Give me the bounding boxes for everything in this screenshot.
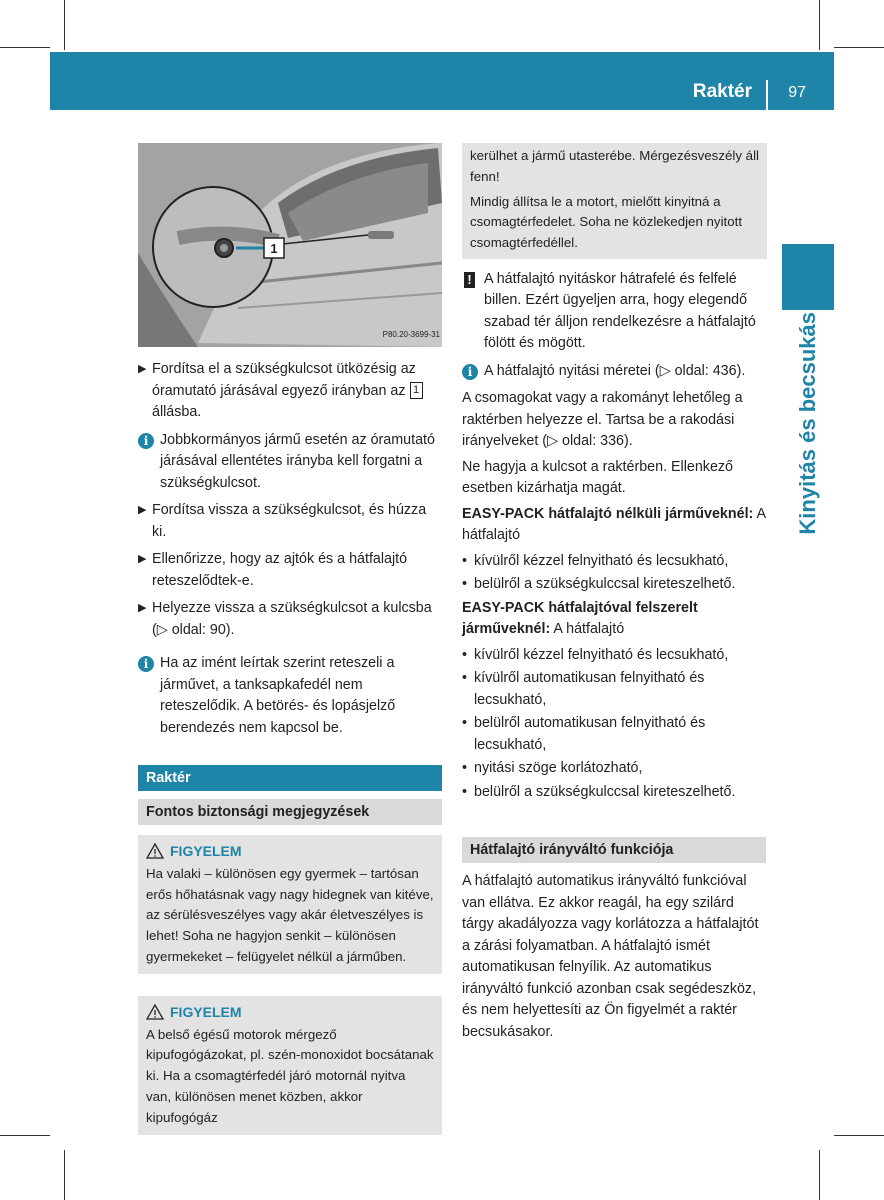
step-arrow-icon: ▶ bbox=[138, 553, 147, 565]
list-item: • belülről automatikusan felnyitható és lecsukható, bbox=[462, 713, 767, 756]
list-item: • kívülről automatikusan felnyitható és lecsukható, bbox=[462, 668, 767, 711]
crop-mark bbox=[834, 47, 884, 48]
info-note: i A hátfalajtó nyitási méretei (▷ oldal: 436). bbox=[462, 361, 767, 383]
right-column bbox=[462, 143, 767, 1047]
caution-note: ! A hátfalajtó nyitáskor hátrafelé és felfelé billen. Ezért ügyeljen arra, hogy elegendő szabad tér álljon rendelkezésre a hátfalajtó fölött és mögött. bbox=[462, 269, 767, 355]
list-item: • belülről a szükségkulccsal kireteszelhető. bbox=[462, 574, 767, 596]
info-icon: i bbox=[462, 364, 478, 380]
list-item: • belülről a szükségkulccsal kireteszelhető. bbox=[462, 782, 767, 804]
crop-mark bbox=[64, 1150, 65, 1200]
info-note: i Jobbkormányos jármű esetén az óramutató járásával ellentétes irányba kell forgatni a szükségkulcsot. bbox=[138, 430, 442, 495]
warning-triangle-icon bbox=[146, 843, 164, 859]
paragraph: A hátfalajtó automatikus irányváltó funkcióval van ellátva. Ez akkor reagál, ha egy szilárd tárgy akadályozza vagy korlátozza a hátfalajtót a zárási folyamatban. A hátfalajtó ismét automatikusan felnyílik. Az automatikus irányváltó funkció azonban csak segédeszköz, és nem helyettesíti az Ön figyelmét a raktér becsukásakor. bbox=[462, 873, 759, 1040]
warning-triangle-icon bbox=[146, 1004, 164, 1020]
list-item: • nyitási szöge korlátozható, bbox=[462, 758, 767, 780]
step-arrow-icon: ▶ bbox=[138, 363, 147, 375]
step-arrow-icon: ▶ bbox=[138, 602, 147, 614]
header-separator bbox=[766, 80, 768, 110]
info-icon: i bbox=[138, 433, 154, 449]
warning-heading: FIGYELEM bbox=[146, 1002, 434, 1023]
step-item: ▶ Helyezze vissza a szükségkulcsot a kulcsba (▷ oldal: 90). bbox=[138, 600, 432, 638]
paragraph: Ne hagyja a kulcsot a raktérben. Ellenkező esetben kizárhatja magát. bbox=[462, 458, 733, 497]
warning-box-continued: kerülhet a jármű utasterébe. Mérgezésveszély áll fenn! Mindig állítsa le a motort, mielőtt kinyitná a csomagtérfedelet. Soha ne közlekedjen nyitott csomagtérfedéllel. bbox=[462, 143, 767, 259]
crop-mark bbox=[834, 1135, 884, 1136]
step-arrow-icon: ▶ bbox=[138, 504, 147, 516]
figure-reference: P80.20-3699-31 bbox=[382, 329, 440, 339]
step-item: ▶ Fordítsa el a szükségkulcsot ütközésig az óramutató járásával egyező irányban az 1 állásba. bbox=[138, 359, 442, 424]
crop-mark bbox=[64, 0, 65, 50]
left-column bbox=[138, 143, 442, 1135]
subsection-heading: Fontos biztonsági megjegyzések bbox=[138, 799, 442, 825]
info-note: i Ha az imént leírtak szerint reteszeli a járművet, a tanksapkafedél nem reteszelődik. A betörés- és lopásjelző berendezés nem kapcsol be. bbox=[138, 653, 442, 739]
section-heading: Raktér bbox=[138, 765, 442, 791]
warning-box bbox=[138, 835, 442, 974]
figure-callout: 1 bbox=[270, 241, 278, 256]
key-position-box: 1 bbox=[410, 382, 423, 399]
car-door-illustration bbox=[138, 143, 442, 347]
step-item: ▶ Ellenőrizze, hogy az ajtók és a hátfalajtó reteszelődtek-e. bbox=[138, 551, 408, 589]
crop-mark bbox=[819, 1150, 820, 1200]
step-item: ▶ Fordítsa vissza a szükségkulcsot, és húzza ki. bbox=[138, 502, 427, 540]
list-item: • kívülről kézzel felnyitható és lecsukható, bbox=[462, 645, 767, 667]
exclamation-icon: ! bbox=[464, 272, 475, 288]
side-tab-label: Kinyitás és becsukás bbox=[795, 312, 820, 535]
door-lock-figure bbox=[138, 143, 442, 347]
crop-mark bbox=[0, 47, 50, 48]
warning-text: Ha valaki – különösen egy gyermek – tartósan erős hőhatásnak vagy nagy hidegnek van kitéve, az sérülésveszélyes vagy akár életveszélyes is lehet! Soha ne hagyjon senkit – különösen gyermekeket – felügyelet nélkül a járműben. bbox=[146, 865, 434, 964]
info-icon: i bbox=[138, 656, 154, 672]
header-title: Raktér bbox=[692, 81, 752, 102]
page-header bbox=[50, 52, 834, 110]
subsection-heading: Hátfalajtó irányváltó funkciója bbox=[462, 837, 766, 863]
warning-box bbox=[138, 996, 442, 1135]
crop-mark bbox=[819, 0, 820, 50]
list-item: • kívülről kézzel felnyitható és lecsukható, bbox=[462, 551, 767, 573]
easy-pack-intro: EASY-PACK hátfalajtóval felszerelt járműveknél: A hátfalajtó bbox=[462, 599, 698, 638]
page-number: 97 bbox=[788, 84, 806, 101]
paragraph: A csomagokat vagy a rakományt lehetőleg a raktérben helyezze el. Tartsa be a rakodási irányelveket (▷ oldal: 336). bbox=[462, 390, 743, 450]
side-tab-marker bbox=[782, 244, 834, 310]
warning-heading: FIGYELEM bbox=[146, 841, 434, 862]
side-tab bbox=[784, 312, 832, 535]
warning-text: A belső égésű motorok mérgező kipufogógázokat, pl. szén-monoxidot bocsátanak ki. Ha a csomagtérfedél járó motornál nyitva van, különösen menet közben, akkor kipufogógáz bbox=[146, 1026, 434, 1125]
crop-mark bbox=[0, 1135, 50, 1136]
easy-pack-intro: EASY-PACK hátfalajtó nélküli járműveknél: A hátfalajtó bbox=[462, 505, 766, 544]
